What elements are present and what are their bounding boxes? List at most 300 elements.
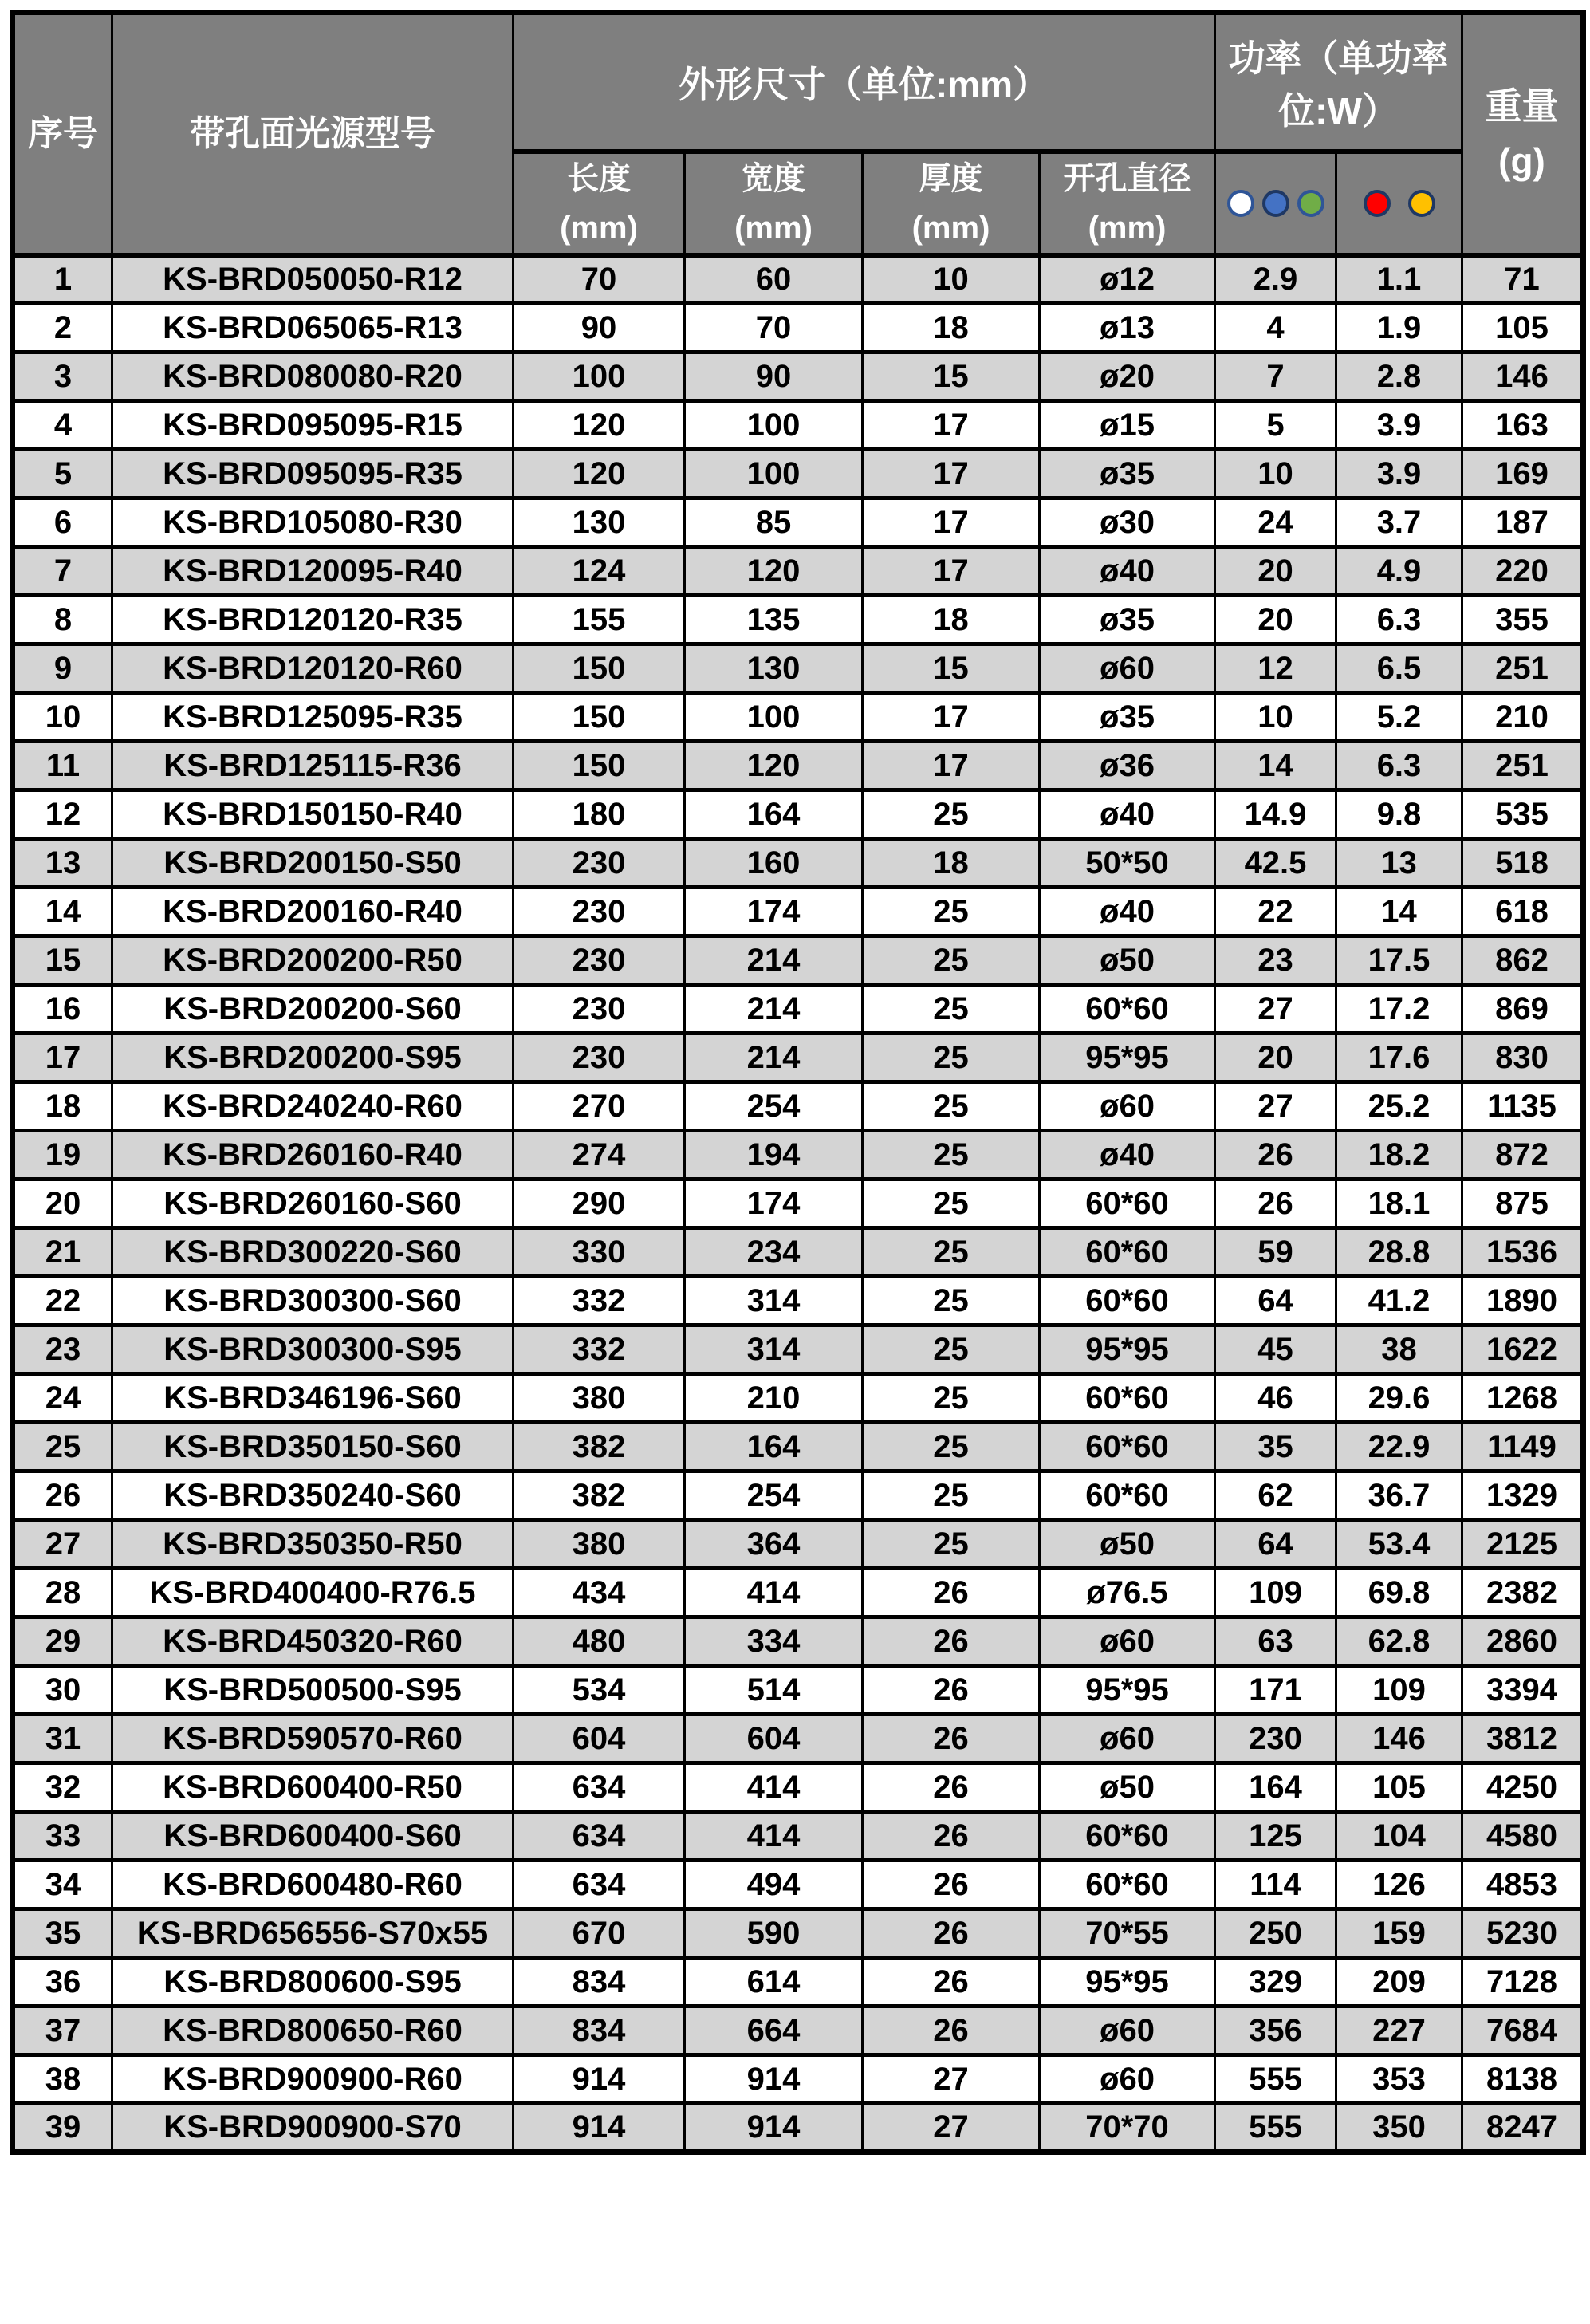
header-power-colors-left	[1215, 152, 1336, 255]
header-width	[685, 152, 863, 255]
cell-model: KS-BRD300300-S60	[112, 1277, 514, 1325]
header-hole-diameter-label: 开孔直径	[1063, 160, 1191, 196]
cell-power-1: 114	[1215, 1861, 1336, 1909]
cell-power-2: 5.2	[1336, 693, 1462, 742]
cell-power-2: 109	[1336, 1666, 1462, 1715]
cell-power-2: 209	[1336, 1958, 1462, 2007]
cell-thickness: 17	[863, 547, 1040, 596]
cell-width: 214	[685, 1034, 863, 1082]
cell-model: KS-BRD260160-S60	[112, 1180, 514, 1228]
cell-length: 914	[514, 2055, 685, 2104]
cell-power-1: 4	[1215, 304, 1336, 353]
cell-thickness: 17	[863, 742, 1040, 790]
cell-width: 70	[685, 304, 863, 353]
cell-width: 590	[685, 1909, 863, 1958]
cell-serial: 28	[13, 1569, 112, 1617]
cell-thickness: 18	[863, 304, 1040, 353]
cell-weight: 4580	[1462, 1812, 1584, 1861]
cell-model: KS-BRD080080-R20	[112, 353, 514, 401]
cell-width: 210	[685, 1374, 863, 1423]
cell-power-1: 125	[1215, 1812, 1336, 1861]
cell-length: 634	[514, 1861, 685, 1909]
cell-hole-diameter: 60*60	[1040, 1423, 1215, 1471]
cell-model: KS-BRD065065-R13	[112, 304, 514, 353]
cell-model: KS-BRD200200-S60	[112, 985, 514, 1034]
table-row	[13, 1471, 1584, 1520]
cell-hole-diameter: ø60	[1040, 2055, 1215, 2104]
cell-power-2: 1.9	[1336, 304, 1462, 353]
cell-weight: 875	[1462, 1180, 1584, 1228]
table-row	[13, 2104, 1584, 2153]
cell-thickness: 26	[863, 1958, 1040, 2007]
cell-length: 155	[514, 596, 685, 644]
cell-power-2: 28.8	[1336, 1228, 1462, 1277]
cell-width: 254	[685, 1471, 863, 1520]
cell-width: 120	[685, 742, 863, 790]
cell-serial: 19	[13, 1131, 112, 1180]
header-length	[514, 152, 685, 255]
table-row	[13, 255, 1584, 304]
cell-length: 120	[514, 401, 685, 450]
cell-serial: 39	[13, 2104, 112, 2153]
cell-weight: 8138	[1462, 2055, 1584, 2104]
header-row-groups	[13, 13, 1584, 152]
cell-serial: 14	[13, 888, 112, 936]
cell-weight: 1268	[1462, 1374, 1584, 1423]
cell-serial: 15	[13, 936, 112, 985]
table-row	[13, 1958, 1584, 2007]
table-row	[13, 1520, 1584, 1569]
cell-hole-diameter: ø30	[1040, 498, 1215, 547]
cell-serial: 5	[13, 450, 112, 498]
cell-thickness: 26	[863, 1569, 1040, 1617]
cell-model: KS-BRD120095-R40	[112, 547, 514, 596]
cell-thickness: 25	[863, 1277, 1040, 1325]
cell-model: KS-BRD200200-S95	[112, 1034, 514, 1082]
cell-power-1: 20	[1215, 596, 1336, 644]
cell-length: 330	[514, 1228, 685, 1277]
cell-power-1: 2.9	[1215, 255, 1336, 304]
cell-hole-diameter: 60*60	[1040, 1471, 1215, 1520]
cell-power-2: 146	[1336, 1715, 1462, 1763]
cell-weight: 1135	[1462, 1082, 1584, 1131]
cell-model: KS-BRD600480-R60	[112, 1861, 514, 1909]
cell-thickness: 26	[863, 1909, 1040, 1958]
cell-thickness: 26	[863, 1812, 1040, 1861]
cell-thickness: 26	[863, 1763, 1040, 1812]
cell-hole-diameter: 60*60	[1040, 1180, 1215, 1228]
cell-power-2: 1.1	[1336, 255, 1462, 304]
cell-model: KS-BRD200150-S50	[112, 839, 514, 888]
cell-hole-diameter: ø35	[1040, 596, 1215, 644]
cell-power-1: 35	[1215, 1423, 1336, 1471]
cell-length: 120	[514, 450, 685, 498]
cell-model: KS-BRD200160-R40	[112, 888, 514, 936]
cell-power-2: 3.7	[1336, 498, 1462, 547]
cell-model: KS-BRD900900-R60	[112, 2055, 514, 2104]
cell-thickness: 10	[863, 255, 1040, 304]
cell-hole-diameter: ø20	[1040, 353, 1215, 401]
cell-model: KS-BRD300300-S95	[112, 1325, 514, 1374]
cell-power-1: 250	[1215, 1909, 1336, 1958]
cell-thickness: 15	[863, 644, 1040, 693]
cell-model: KS-BRD095095-R35	[112, 450, 514, 498]
cell-serial: 13	[13, 839, 112, 888]
table-row	[13, 304, 1584, 353]
cell-power-1: 12	[1215, 644, 1336, 693]
cell-serial: 33	[13, 1812, 112, 1861]
cell-power-2: 104	[1336, 1812, 1462, 1861]
cell-power-2: 126	[1336, 1861, 1462, 1909]
cell-thickness: 25	[863, 1471, 1040, 1520]
cell-width: 85	[685, 498, 863, 547]
cell-power-2: 53.4	[1336, 1520, 1462, 1569]
cell-weight: 251	[1462, 742, 1584, 790]
cell-power-2: 38	[1336, 1325, 1462, 1374]
cell-length: 332	[514, 1325, 685, 1374]
cell-power-1: 45	[1215, 1325, 1336, 1374]
cell-model: KS-BRD350150-S60	[112, 1423, 514, 1471]
cell-power-1: 27	[1215, 985, 1336, 1034]
cell-thickness: 26	[863, 1617, 1040, 1666]
table-row	[13, 742, 1584, 790]
cell-model: KS-BRD450320-R60	[112, 1617, 514, 1666]
cell-model: KS-BRD350350-R50	[112, 1520, 514, 1569]
table-row	[13, 1715, 1584, 1763]
cell-weight: 1622	[1462, 1325, 1584, 1374]
cell-weight: 8247	[1462, 2104, 1584, 2153]
table-row	[13, 547, 1584, 596]
cell-serial: 20	[13, 1180, 112, 1228]
cell-width: 914	[685, 2104, 863, 2153]
cell-hole-diameter: ø60	[1040, 1082, 1215, 1131]
cell-serial: 22	[13, 1277, 112, 1325]
cell-power-2: 14	[1336, 888, 1462, 936]
header-thickness-unit: (mm)	[911, 210, 990, 246]
cell-length: 90	[514, 304, 685, 353]
cell-serial: 16	[13, 985, 112, 1034]
cell-weight: 2125	[1462, 1520, 1584, 1569]
table-row	[13, 644, 1584, 693]
cell-power-1: 555	[1215, 2055, 1336, 2104]
table-row	[13, 1277, 1584, 1325]
cell-serial: 3	[13, 353, 112, 401]
cell-thickness: 25	[863, 936, 1040, 985]
cell-power-2: 350	[1336, 2104, 1462, 2153]
cell-power-2: 41.2	[1336, 1277, 1462, 1325]
header-serial: 序号	[13, 13, 112, 255]
cell-model: KS-BRD240240-R60	[112, 1082, 514, 1131]
cell-hole-diameter: 60*60	[1040, 1277, 1215, 1325]
cell-hole-diameter: 70*70	[1040, 2104, 1215, 2153]
blue-circle-icon	[1262, 190, 1289, 217]
cell-width: 135	[685, 596, 863, 644]
cell-weight: 5230	[1462, 1909, 1584, 1958]
header-dimensions-group: 外形尺寸（单位:mm）	[514, 13, 1215, 152]
cell-hole-diameter: ø50	[1040, 1763, 1215, 1812]
cell-power-1: 22	[1215, 888, 1336, 936]
cell-serial: 38	[13, 2055, 112, 2104]
cell-power-1: 14.9	[1215, 790, 1336, 839]
cell-hole-diameter: 95*95	[1040, 1325, 1215, 1374]
cell-length: 290	[514, 1180, 685, 1228]
cell-power-1: 63	[1215, 1617, 1336, 1666]
cell-power-2: 18.1	[1336, 1180, 1462, 1228]
cell-serial: 35	[13, 1909, 112, 1958]
cell-weight: 1890	[1462, 1277, 1584, 1325]
cell-hole-diameter: ø40	[1040, 547, 1215, 596]
cell-weight: 71	[1462, 255, 1584, 304]
cell-length: 834	[514, 1958, 685, 2007]
cell-power-1: 329	[1215, 1958, 1336, 2007]
table-row	[13, 839, 1584, 888]
cell-power-1: 26	[1215, 1180, 1336, 1228]
cell-serial: 1	[13, 255, 112, 304]
cell-power-1: 356	[1215, 2007, 1336, 2055]
cell-weight: 146	[1462, 353, 1584, 401]
cell-length: 150	[514, 693, 685, 742]
red-circle-icon	[1364, 190, 1391, 217]
cell-model: KS-BRD600400-R50	[112, 1763, 514, 1812]
cell-serial: 29	[13, 1617, 112, 1666]
cell-thickness: 26	[863, 1861, 1040, 1909]
cell-width: 914	[685, 2055, 863, 2104]
cell-serial: 31	[13, 1715, 112, 1763]
table-row	[13, 1180, 1584, 1228]
header-weight-unit: (g)	[1498, 140, 1545, 182]
cell-weight: 3394	[1462, 1666, 1584, 1715]
cell-model: KS-BRD050050-R12	[112, 255, 514, 304]
cell-thickness: 25	[863, 1325, 1040, 1374]
table-row	[13, 596, 1584, 644]
cell-serial: 6	[13, 498, 112, 547]
cell-weight: 220	[1462, 547, 1584, 596]
cell-length: 230	[514, 839, 685, 888]
cell-thickness: 25	[863, 1131, 1040, 1180]
cell-hole-diameter: 60*60	[1040, 1374, 1215, 1423]
header-thickness-label: 厚度	[919, 160, 983, 196]
cell-serial: 18	[13, 1082, 112, 1131]
header-weight-label: 重量	[1485, 85, 1559, 127]
cell-model: KS-BRD656556-S70x55	[112, 1909, 514, 1958]
cell-width: 234	[685, 1228, 863, 1277]
cell-length: 434	[514, 1569, 685, 1617]
cell-serial: 2	[13, 304, 112, 353]
table-row	[13, 353, 1584, 401]
table-row	[13, 1374, 1584, 1423]
cell-width: 414	[685, 1763, 863, 1812]
cell-length: 634	[514, 1763, 685, 1812]
cell-length: 230	[514, 888, 685, 936]
cell-width: 604	[685, 1715, 863, 1763]
cell-power-2: 22.9	[1336, 1423, 1462, 1471]
cell-width: 194	[685, 1131, 863, 1180]
cell-length: 480	[514, 1617, 685, 1666]
cell-width: 174	[685, 888, 863, 936]
cell-power-1: 64	[1215, 1277, 1336, 1325]
cell-power-1: 26	[1215, 1131, 1336, 1180]
cell-model: KS-BRD500500-S95	[112, 1666, 514, 1715]
cell-serial: 11	[13, 742, 112, 790]
cell-weight: 210	[1462, 693, 1584, 742]
cell-length: 380	[514, 1374, 685, 1423]
table-body	[13, 255, 1584, 2153]
cell-model: KS-BRD120120-R60	[112, 644, 514, 693]
cell-power-1: 24	[1215, 498, 1336, 547]
cell-hole-diameter: 60*60	[1040, 1228, 1215, 1277]
cell-hole-diameter: 60*60	[1040, 985, 1215, 1034]
cell-hole-diameter: ø76.5	[1040, 1569, 1215, 1617]
cell-power-1: 7	[1215, 353, 1336, 401]
table-row	[13, 1861, 1584, 1909]
cell-weight: 2382	[1462, 1569, 1584, 1617]
cell-weight: 355	[1462, 596, 1584, 644]
cell-model: KS-BRD150150-R40	[112, 790, 514, 839]
cell-weight: 872	[1462, 1131, 1584, 1180]
cell-power-2: 17.6	[1336, 1034, 1462, 1082]
cell-length: 380	[514, 1520, 685, 1569]
cell-hole-diameter: ø60	[1040, 644, 1215, 693]
table-row	[13, 1763, 1584, 1812]
cell-hole-diameter: ø40	[1040, 888, 1215, 936]
cell-length: 230	[514, 936, 685, 985]
cell-power-1: 62	[1215, 1471, 1336, 1520]
cell-power-2: 105	[1336, 1763, 1462, 1812]
cell-weight: 518	[1462, 839, 1584, 888]
cell-power-1: 42.5	[1215, 839, 1336, 888]
table-row	[13, 498, 1584, 547]
cell-model: KS-BRD350240-S60	[112, 1471, 514, 1520]
cell-hole-diameter: ø40	[1040, 790, 1215, 839]
cell-width: 100	[685, 450, 863, 498]
cell-power-1: 109	[1215, 1569, 1336, 1617]
table-row	[13, 1666, 1584, 1715]
cell-weight: 4853	[1462, 1861, 1584, 1909]
cell-width: 214	[685, 985, 863, 1034]
table-row	[13, 790, 1584, 839]
cell-serial: 8	[13, 596, 112, 644]
cell-width: 364	[685, 1520, 863, 1569]
cell-power-2: 159	[1336, 1909, 1462, 1958]
white-circle-icon	[1227, 190, 1254, 217]
green-circle-icon	[1297, 190, 1324, 217]
cell-length: 180	[514, 790, 685, 839]
cell-weight: 4250	[1462, 1763, 1584, 1812]
cell-hole-diameter: ø35	[1040, 693, 1215, 742]
table-row	[13, 1082, 1584, 1131]
cell-model: KS-BRD590570-R60	[112, 1715, 514, 1763]
cell-serial: 21	[13, 1228, 112, 1277]
table-row	[13, 1131, 1584, 1180]
cell-weight: 7684	[1462, 2007, 1584, 2055]
cell-width: 164	[685, 790, 863, 839]
cell-weight: 618	[1462, 888, 1584, 936]
cell-model: KS-BRD095095-R15	[112, 401, 514, 450]
cell-serial: 4	[13, 401, 112, 450]
cell-thickness: 17	[863, 693, 1040, 742]
table-row	[13, 2007, 1584, 2055]
cell-length: 914	[514, 2104, 685, 2153]
table-row	[13, 985, 1584, 1034]
cell-weight: 1329	[1462, 1471, 1584, 1520]
cell-power-1: 164	[1215, 1763, 1336, 1812]
cell-power-1: 59	[1215, 1228, 1336, 1277]
cell-length: 382	[514, 1471, 685, 1520]
cell-power-2: 6.5	[1336, 644, 1462, 693]
table-row	[13, 1228, 1584, 1277]
cell-power-2: 353	[1336, 2055, 1462, 2104]
cell-length: 670	[514, 1909, 685, 1958]
cell-width: 254	[685, 1082, 863, 1131]
cell-hole-diameter: ø35	[1040, 450, 1215, 498]
cell-weight: 862	[1462, 936, 1584, 985]
cell-model: KS-BRD260160-R40	[112, 1131, 514, 1180]
cell-serial: 12	[13, 790, 112, 839]
cell-hole-diameter: 50*50	[1040, 839, 1215, 888]
cell-serial: 24	[13, 1374, 112, 1423]
cell-model: KS-BRD800600-S95	[112, 1958, 514, 2007]
cell-thickness: 25	[863, 985, 1040, 1034]
table-row	[13, 1569, 1584, 1617]
cell-power-2: 69.8	[1336, 1569, 1462, 1617]
cell-length: 534	[514, 1666, 685, 1715]
cell-serial: 27	[13, 1520, 112, 1569]
cell-hole-diameter: ø12	[1040, 255, 1215, 304]
cell-thickness: 18	[863, 596, 1040, 644]
cell-width: 164	[685, 1423, 863, 1471]
cell-serial: 23	[13, 1325, 112, 1374]
cell-power-1: 46	[1215, 1374, 1336, 1423]
cell-hole-diameter: 70*55	[1040, 1909, 1215, 1958]
cell-length: 270	[514, 1082, 685, 1131]
cell-width: 514	[685, 1666, 863, 1715]
cell-power-2: 62.8	[1336, 1617, 1462, 1666]
cell-thickness: 25	[863, 1374, 1040, 1423]
cell-weight: 187	[1462, 498, 1584, 547]
cell-length: 150	[514, 644, 685, 693]
header-power-colors-right	[1336, 152, 1462, 255]
cell-hole-diameter: 95*95	[1040, 1666, 1215, 1715]
cell-serial: 34	[13, 1861, 112, 1909]
cell-serial: 36	[13, 1958, 112, 2007]
cell-model: KS-BRD400400-R76.5	[112, 1569, 514, 1617]
cell-thickness: 27	[863, 2104, 1040, 2153]
cell-weight: 251	[1462, 644, 1584, 693]
cell-thickness: 25	[863, 1082, 1040, 1131]
cell-hole-diameter: 95*95	[1040, 1958, 1215, 2007]
cell-power-1: 171	[1215, 1666, 1336, 1715]
cell-thickness: 17	[863, 401, 1040, 450]
cell-width: 214	[685, 936, 863, 985]
cell-model: KS-BRD105080-R30	[112, 498, 514, 547]
header-model: 带孔面光源型号	[112, 13, 514, 255]
header-length-label: 长度	[567, 160, 631, 196]
cell-weight: 830	[1462, 1034, 1584, 1082]
header-width-label: 宽度	[742, 160, 805, 196]
cell-power-2: 36.7	[1336, 1471, 1462, 1520]
cell-hole-diameter: ø50	[1040, 936, 1215, 985]
cell-weight: 163	[1462, 401, 1584, 450]
table-row	[13, 1617, 1584, 1666]
cell-thickness: 25	[863, 1423, 1040, 1471]
cell-serial: 7	[13, 547, 112, 596]
cell-thickness: 25	[863, 1034, 1040, 1082]
cell-power-2: 3.9	[1336, 401, 1462, 450]
cell-power-1: 10	[1215, 693, 1336, 742]
cell-power-2: 9.8	[1336, 790, 1462, 839]
cell-weight: 869	[1462, 985, 1584, 1034]
cell-power-2: 29.6	[1336, 1374, 1462, 1423]
